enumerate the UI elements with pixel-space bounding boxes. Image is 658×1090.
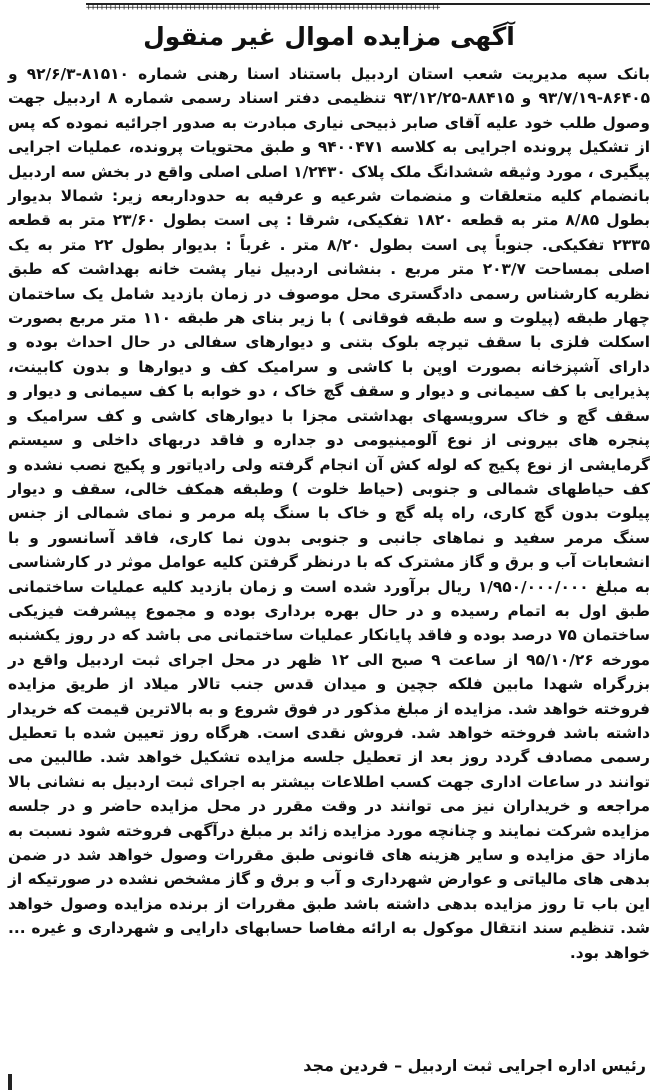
notice-title: آگهی مزایده اموال غیر منقول <box>143 22 515 51</box>
notice-signature: رئیس اداره اجرایی ثبت اردبیل – فردین مجد <box>303 1056 646 1075</box>
divider-mark <box>8 1074 12 1090</box>
header-rule: ++++++++++++++++++++++++++++++++++++++++++++++++++++++++++++++++++++++++++++++++ <box>86 3 650 13</box>
notice-body: بانک سپه مدیریت شعب استان اردبیل باستناد اسنا رهنی شماره ۸۱۵۱۰-۹۲/۶/۳ و ۸۶۴۰۵-۹۳/۷/۱۹ و ۸۸۴۱۵-۹۳/۱۲/۲۵ تنظیمی دفتر اسناد رسمی شماره ۸ اردبیل جهت وصول طلب خود علیه آقای صابر ذبیحی نیاری مبادرت به صدور اجرائیه نموده که پس از تشکیل پرونده اجرایی به کلاسه ۹۴۰۰۴۷۱ و طبق محتویات پرونده، عملیات اجرایی پیگیری ، مورد وثیقه ششدانگ ملک پلاک ۱/۲۴۳۰ اصلی اصلی واقع در بخش سه اردبیل بانضمام کلیه متعلقات و منضمات شرعیه و عرفیه به حدوداربعه زیر: شمالا بدیوار بطول ۸/۸۵ متر به قطعه ۱۸۲۰ تفکیکی، شرقا : پی است بطول ۲۳/۶۰ متر به قطعه ۲۳۳۵ تفکیکی. جنوباً پی است بطول ۸/۲۰ متر . غرباً : بدیوار بطول ۲۲ متر به یک اصلی بمساحت ۲۰۳/۷ متر مربع . بنشانی اردبیل نیار پشت خانه بهداشت که طبق نظریه کارشناس رسمی دادگستری محل موصوف در زمان بازدید شامل یک ساختمان چهار طبقه (پیلوت و سه طبقه فوقانی ) با زیر بنای هر طبقه ۱۱۰ متر مربع بصورت اسکلت فلزی با سقف تیرچه بلوک بتنی و دیوارهای سفالی در حال احداث بوده و دارای آشپزخانه بصورت اوپن با کاشی و سرامیک کف و دیوارها و بدون کابینت، پذیرایی با کف سیمانی و دیوار و سقف گچ خاک ، دو خوابه با کف سیمانی و دیوار و سقف گچ و خاک سرویسهای بهداشتی مجزا با دیوارهای کاشی و کف سرامیک و پنجره های بیرونی از نوع آلومینیومی دو جداره و فاقد دربهای داخلی و سیستم گرمایشی از نوع پکیج که لوله کش آن انجام گرفته ولی رادیاتور و پکیج نصب نشده و کف حیاطهای شمالی و جنوبی (حیاط خلوت ) وطبقه همکف خالی، سقف و دیوار پیلوت بدون گچ کاری، راه پله گچ و خاک با سنگ پله مرمر و نمای شمالی از جنس سنگ مرمر سفید و نماهای جانبی و جنوبی بدون نما کاری، فاقد آسانسور و با انشعابات آب و برق و گاز مشترک که با درنظر گرفتن کلیه عوامل موثر در کارشناسی به مبلغ ۱/۹۵۰/۰۰۰/۰۰۰ ریال برآورد شده است و زمان بازدید کلیه عملیات ساختمانی طبق اول به اتمام رسیده و در حال بهره برداری بوده و مجموع پیشرفت فیزیکی ساختمان ۷۵ درصد بوده و فاقد پایانکار عملیات ساختمانی می باشد که در روز یکشنبه مورخه ۹۵/۱۰/۲۶ از ساعت ۹ صبح الی ۱۲ ظهر در محل اجرای ثبت اردبیل واقع در بزرگراه شهدا مابین فلکه جچین و میدان قدس جنب تالار میلاد از طریق مزایده فروخته خواهد شد. مزایده از مبلغ مذکور در فوق شروع و به بالاترین قیمت که خریدار داشته باشد فروخته خواهد شد. فروش نقدی است. هرگاه روز تعیین شده با تعطیل رسمی مصادف گردد روز بعد از تعطیل جلسه مزایده تشکیل خواهد شد. طالبین می توانند در ساعات اداری جهت کسب اطلاعات بیشتر به اجرای ثبت اردبیل به نشانی بالا مراجعه و خریداران نیز می توانند در وقت مقرر در محل مزایده حاضر و در جلسه مزایده شرکت نمایند و چنانچه مورد مزایده زائد بر مبلغ درآگهی فروخته شود نسبت به مازاد حق مزایده و سایر هزینه های قانونی طبق مقررات وصول خواهد شد در ضمن بدهی های مالیاتی و عوارض شهرداری و آب و برق و گاز مشخص نشده در صورتیکه از این باب تا روز مزایده بدهی داشته باشد طبق مقررات از برنده مزایده وصول خواهد شد. تنظیم سند انتقال موکول به ارائه مفاصا حسابهای دارایی و شهرداری و غیره ... خواهد بود. <box>8 65 651 962</box>
